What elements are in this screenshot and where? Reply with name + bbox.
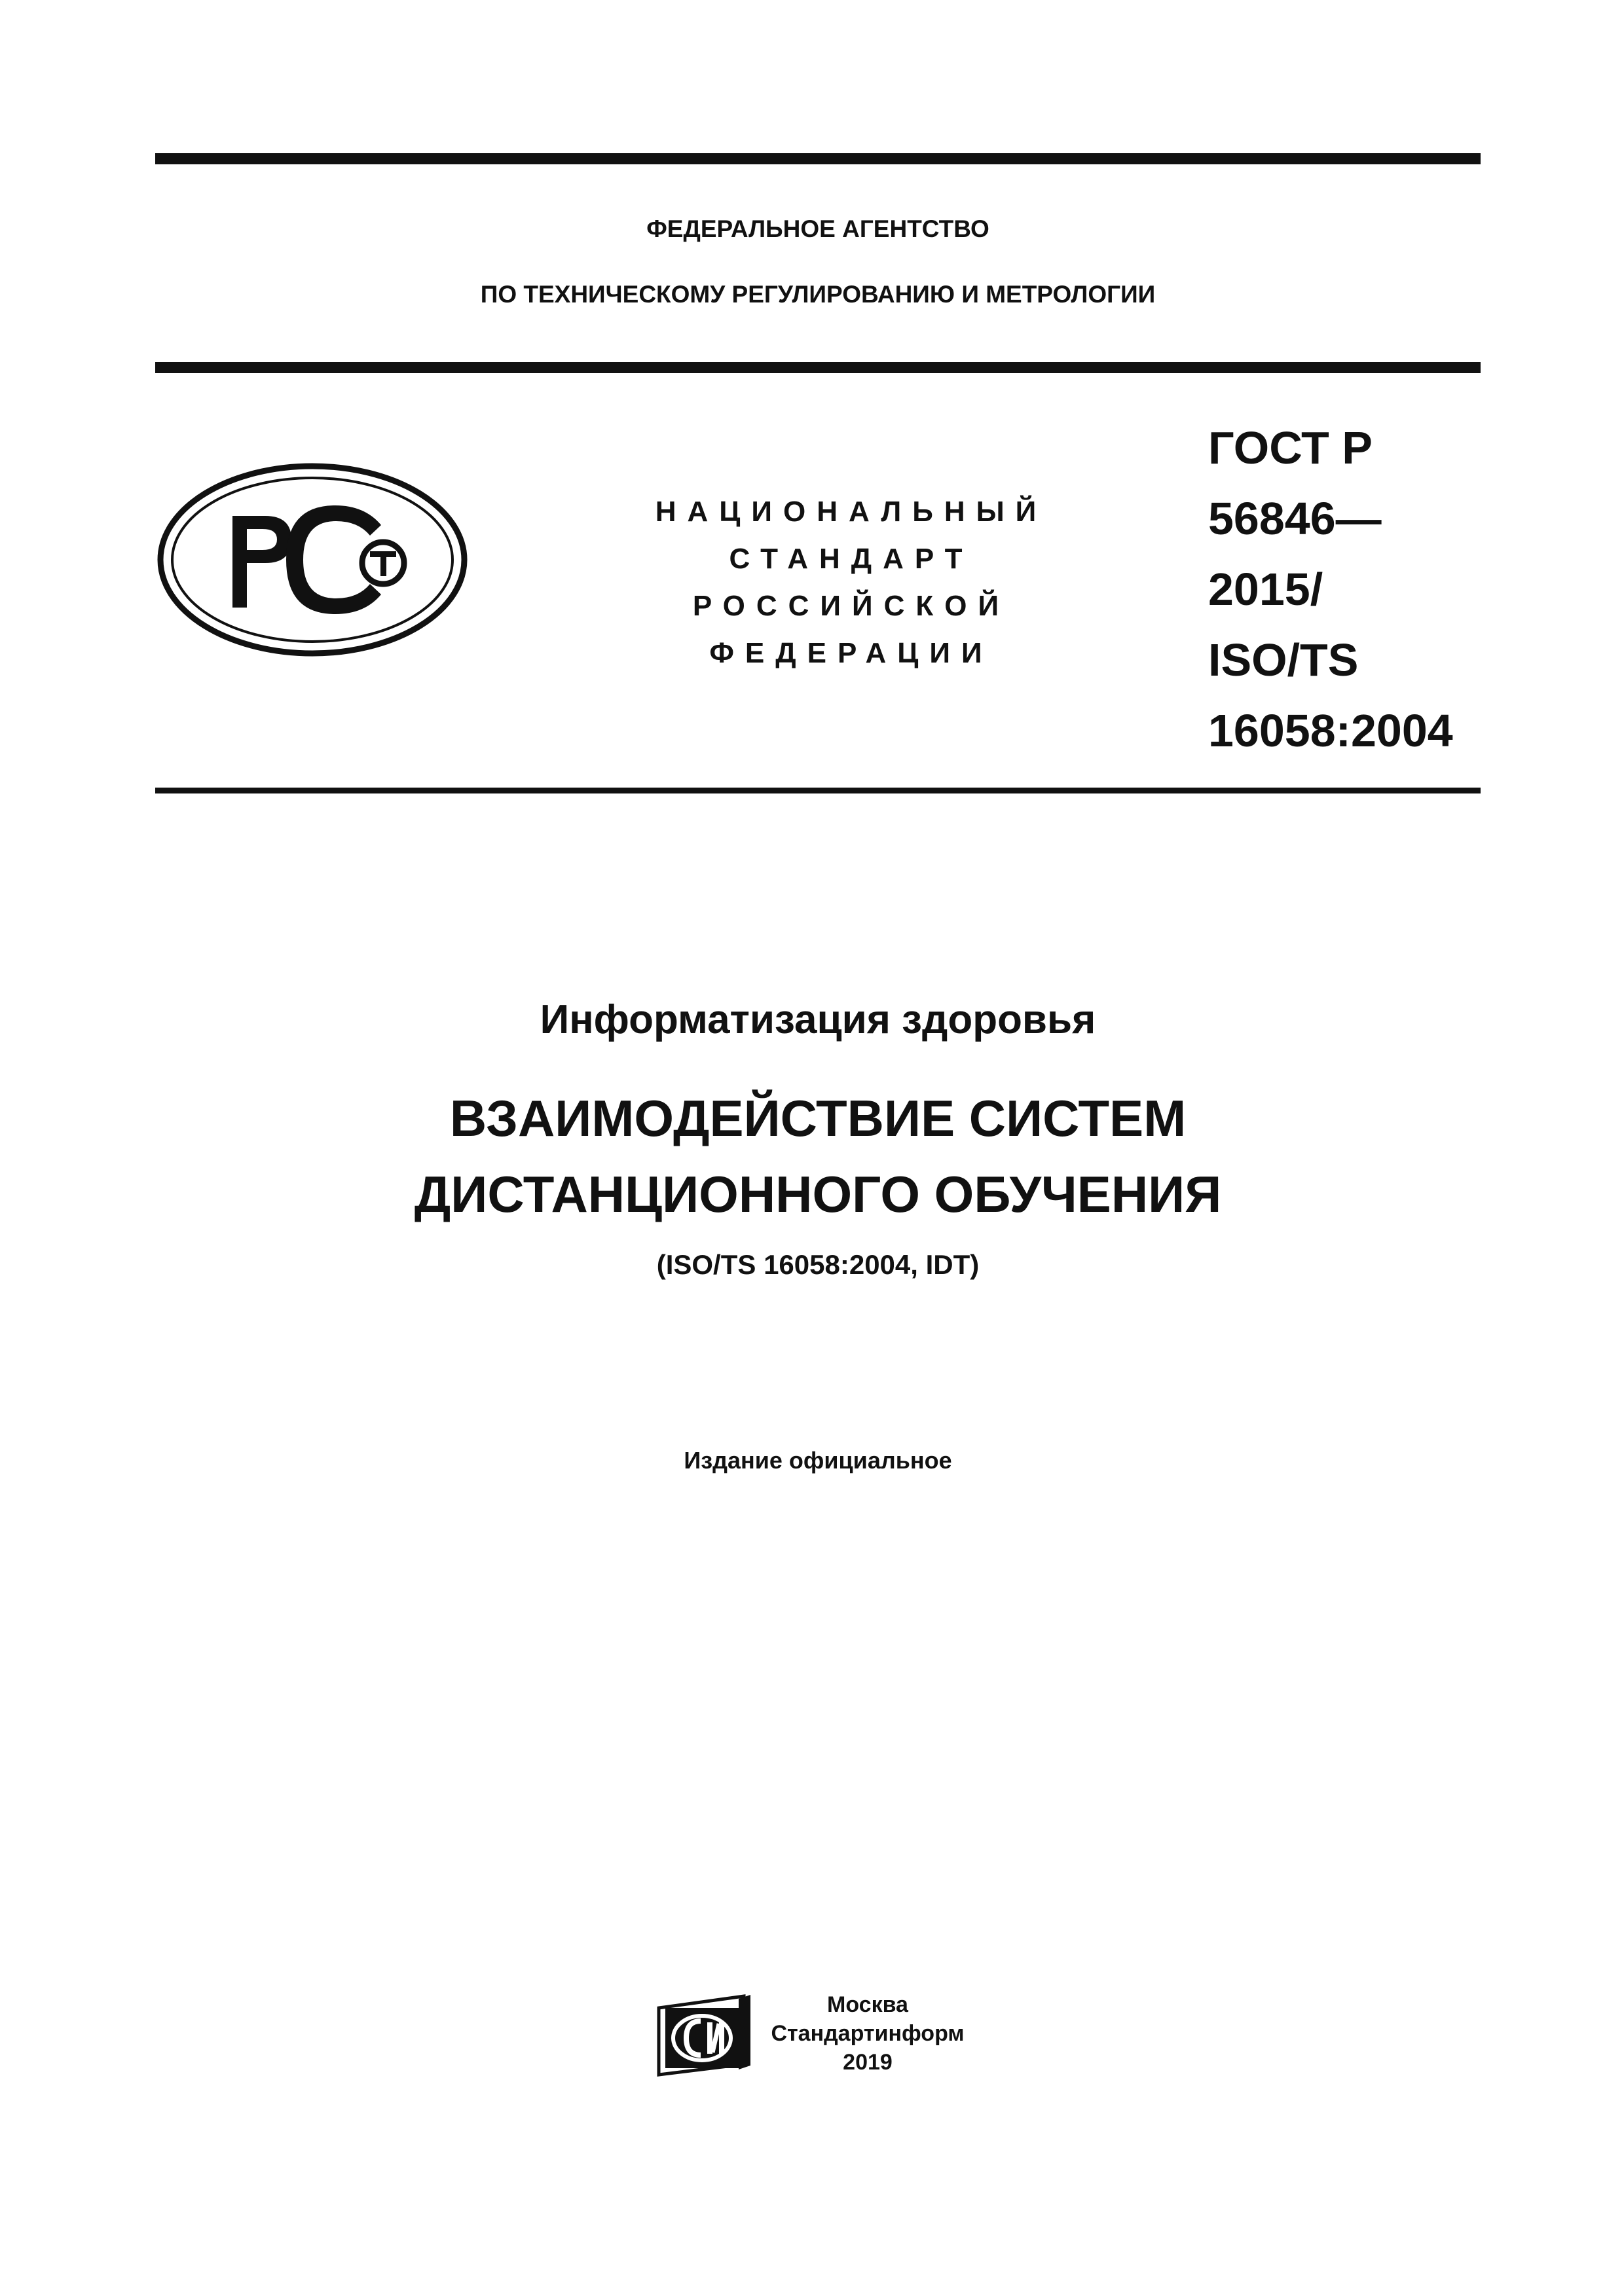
document-subject: Информатизация здоровья [540,997,1096,1042]
designation-line: ГОСТ Р [1208,422,1373,473]
national-standard-label [602,488,1100,677]
national-standard-line: СТАНДАРТ [729,543,974,575]
identity-reference: (ISO/TS 16058:2004, IDT) [656,1249,980,1280]
title-block-rule [155,788,1481,793]
document-title [155,1080,1481,1232]
agency-name-line-2: ПО ТЕХНИЧЕСКОМУ РЕГУЛИРОВАНИЮ И МЕТРОЛОГИИ [480,281,1156,308]
publisher-city: Москва [827,1992,908,2017]
edition-label: Издание официальное [684,1447,952,1474]
national-standard-line: ФЕДЕРАЦИИ [709,637,993,669]
publication-year: 2019 [843,2050,893,2075]
agency-name-line-1: ФЕДЕРАЛЬНОЕ АГЕНТСТВО [646,215,989,242]
document-title-line-1: ВЗАИМОДЕЙСТВИЕ СИСТЕМ [449,1089,1187,1147]
national-standard-line: РОССИЙСКОЙ [692,590,1010,622]
standard-designation [1208,412,1470,766]
designation-line: 56846— [1208,493,1382,544]
designation-line: 16058:2004 [1208,705,1453,756]
standartinform-logo-icon [655,1992,753,2079]
pst-emblem-icon [155,458,470,661]
publisher-name: Стандартинформ [771,2021,965,2046]
publisher-imprint [769,1990,966,2077]
designation-line: ISO/TS [1208,634,1359,685]
header-bottom-rule [155,362,1481,373]
designation-line: 2015/ [1208,564,1323,615]
header-top-rule [155,153,1481,164]
national-standard-line: НАЦИОНАЛЬНЫЙ [655,496,1048,528]
document-title-line-2: ДИСТАНЦИОННОГО ОБУЧЕНИЯ [414,1165,1222,1223]
